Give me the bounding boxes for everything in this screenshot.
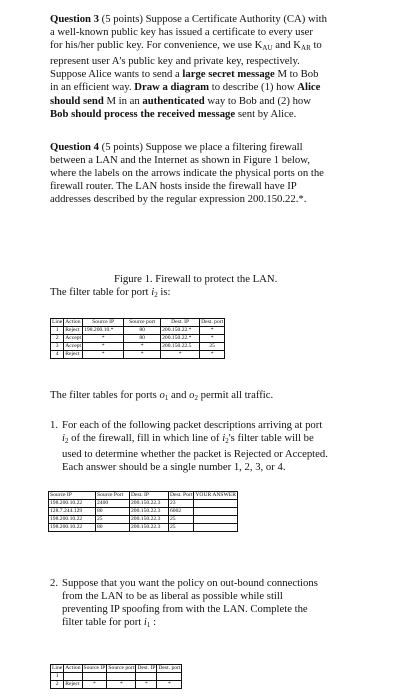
item2-port-sub: 1 <box>146 621 151 630</box>
table-cell: 198.200.10.* <box>83 327 124 335</box>
item-2-number: 2. <box>50 577 59 589</box>
ports-text-b: permit all traffic. <box>197 389 274 401</box>
filter-intro-text: The filter table for port <box>50 286 152 298</box>
item1-line2a: of the firewall, fill in which line of <box>68 432 223 445</box>
table-cell: * <box>83 351 124 359</box>
table-row <box>49 508 238 516</box>
answer-cell[interactable] <box>194 516 238 524</box>
q4-line5: addresses described by the regular expression 200.150.22.*. <box>50 193 307 206</box>
header-dest-port: Dest. Port <box>170 492 193 498</box>
q3-line6c: to describe (1) how <box>209 81 298 94</box>
fill-cell[interactable] <box>82 673 107 681</box>
q4-line3: where the labels on the arrows indicate the physical ports on the <box>50 167 324 180</box>
q3-line2: a well-known public key has issued a certificate to every user <box>50 26 313 39</box>
item2-port-i: i <box>143 616 147 629</box>
table-row <box>49 516 238 524</box>
item1-port-sub2: 2 <box>225 437 229 446</box>
item2-line3: preventing IP spoofing from with the LAN. Complete the <box>62 603 308 616</box>
q3-line1: Suppose a Certificate Authority (CA) with <box>145 13 327 25</box>
header-source-ip: Source IP <box>49 492 96 500</box>
fill-cell[interactable] <box>64 673 82 681</box>
item2-line1: Suppose that you want the policy on out-bound connections <box>62 577 318 589</box>
q3-line6d: Alice <box>297 81 321 94</box>
table-cell: 200.150.22.3 <box>130 516 169 524</box>
table-cell: 80 <box>96 524 130 532</box>
q3-line3c: to <box>313 39 322 52</box>
table-cell: Accept <box>65 335 82 341</box>
table-row <box>51 335 225 343</box>
answer-cell[interactable] <box>194 508 238 516</box>
header-action: Action <box>65 665 81 671</box>
table-row <box>51 327 225 335</box>
table-cell: * <box>200 327 225 335</box>
header-action: Action <box>64 319 83 327</box>
table-cell: 200.150.22.* <box>161 335 200 343</box>
header-source-ip: Source IP <box>83 319 124 327</box>
header-dest-port: Dest. port <box>158 665 181 671</box>
q3-line7d: way to Bob and (2) how <box>204 94 311 107</box>
table-cell: 80 <box>96 508 130 516</box>
question-4 <box>50 141 395 206</box>
table-cell: 3 <box>51 343 64 351</box>
table-cell: 25 <box>169 516 194 524</box>
table-cell: 128.7.244.129 <box>49 508 96 516</box>
item1-port-sub: 2 <box>64 437 69 446</box>
item1-line4: Each answer should be a single number 1, 2, 3, or 4. <box>62 461 286 474</box>
q3-line5a: Suppose Alice wants to send a <box>50 68 183 81</box>
ports-text-and: and <box>168 389 190 401</box>
header-source-port: Source Port <box>96 492 130 500</box>
q3-points: (5 points) <box>101 13 143 25</box>
q3-line7c: authenticated <box>142 94 205 107</box>
table-cell: 80 <box>124 335 161 343</box>
port-o2-sub: 2 <box>194 394 198 402</box>
q4-line4: firewall router. The LAN hosts inside the firewall have IP <box>50 180 297 193</box>
fill-cell[interactable] <box>136 673 157 681</box>
q3-line6a: in an efficient way. <box>50 81 135 94</box>
header-your-answer: YOUR ANSWER <box>195 492 236 498</box>
ports-text-a: The filter tables for ports <box>50 389 160 401</box>
filter-table-i1 <box>50 664 182 689</box>
port-o1-sub: 1 <box>164 394 169 402</box>
header-line: Line <box>52 665 63 671</box>
table-cell: * <box>124 343 161 351</box>
table-row <box>51 681 182 689</box>
packet-table <box>48 491 238 532</box>
q3-heading: Question 3 <box>50 13 99 25</box>
port-o2: o <box>189 389 195 401</box>
header-dest-ip: Dest. IP <box>161 319 200 327</box>
q3-line8b: sent by Alice. <box>235 107 297 120</box>
table-cell: 200.150.22.3 <box>130 524 169 532</box>
table-cell: * <box>157 681 182 689</box>
table-row <box>51 673 182 681</box>
item1-line3: used to determine whether the packet is Rejected or Accepted. <box>62 448 328 461</box>
table-cell: 2 <box>51 681 64 689</box>
table-cell: 200.150.22.3 <box>130 500 169 508</box>
q3-line7a: should send <box>50 94 104 107</box>
table-cell: 80 <box>124 327 161 335</box>
sub-ar: AR <box>301 44 311 53</box>
figure-caption: Figure 1. Firewall to protect the LAN. <box>114 273 278 285</box>
table-cell: 198.200.10.22 <box>49 500 96 508</box>
item1-line2b: 's filter table will be <box>228 432 314 445</box>
port-i-sub: 2 <box>154 291 158 299</box>
sub-au: AU <box>262 44 273 53</box>
table-cell: 1 <box>51 327 64 335</box>
filter-intro-end: is: <box>157 286 171 298</box>
table-cell: 198.200.10.22 <box>49 516 96 524</box>
q3-line7b: M in an <box>103 94 143 107</box>
item-1-number: 1. <box>50 419 59 431</box>
header-source-port: Source port <box>108 665 135 671</box>
table-cell: 23 <box>169 500 194 508</box>
q4-points: (5 points) <box>101 141 143 153</box>
table-cell: Reject <box>64 327 83 335</box>
answer-cell[interactable] <box>194 500 238 508</box>
header-source-ip: Source IP <box>83 665 106 671</box>
item2-line4a: filter table for port <box>62 616 144 629</box>
q3-line5b: large secret message <box>182 68 275 81</box>
item1-port-i2: i <box>222 432 226 445</box>
table-cell: * <box>82 681 107 689</box>
table-cell: Reject <box>64 351 83 359</box>
table-header-row <box>51 319 225 327</box>
table-cell: 6002 <box>169 508 194 516</box>
item1-line1: For each of the following packet descriptions arriving at port <box>62 419 323 431</box>
header-dest-ip: Dest. IP <box>137 665 156 671</box>
table-cell: 200.150.22.3 <box>130 508 169 516</box>
table-cell: 2 <box>51 335 64 343</box>
q4-line1: Suppose we place a filtering firewall <box>145 141 303 153</box>
table-cell: Reject <box>64 681 82 689</box>
table-cell: 198.200.10.22 <box>49 524 96 532</box>
item2-line2: from the LAN to be as liberal as possible while still <box>62 590 283 603</box>
table-cell: 200.150.22.* <box>161 327 200 335</box>
table-cell: 200.150.22.5 <box>161 343 200 351</box>
header-source-port: Source port <box>124 319 161 327</box>
table-cell: * <box>124 351 161 359</box>
q3-line3b: and K <box>275 39 302 52</box>
answer-cell[interactable] <box>194 524 238 532</box>
ports-text <box>50 389 273 405</box>
table-cell: 25 <box>96 516 130 524</box>
table-cell: * <box>136 681 157 689</box>
q3-line6b: Draw a diagram <box>134 81 210 94</box>
fill-cell[interactable] <box>107 673 136 681</box>
header-dest-port: Dest. port <box>201 319 224 325</box>
table-cell: * <box>107 681 136 689</box>
table-cell: * <box>200 335 225 343</box>
table-cell: * <box>83 335 124 343</box>
filter-table-i2 <box>50 318 225 359</box>
header-dest-ip: Dest. IP <box>130 492 169 500</box>
item-2-text <box>62 577 402 632</box>
table-row <box>51 343 225 351</box>
table-cell: 4 <box>51 351 64 359</box>
header-line: Line <box>52 319 63 325</box>
q3-line4: represent user A's public key and private key, respectively. <box>50 55 300 68</box>
table-cell: 2400 <box>96 500 130 508</box>
q3-line3a: for his/her public key. For convenience, we use K <box>50 39 263 52</box>
q4-heading: Question 4 <box>50 141 99 153</box>
item1-port-i: i <box>62 432 65 445</box>
fill-cell[interactable] <box>157 673 182 681</box>
table-cell: * <box>161 351 200 359</box>
item2-line4b: : <box>150 616 157 629</box>
table-row <box>49 500 238 508</box>
port-i: i <box>151 286 155 298</box>
table-cell: * <box>200 351 225 359</box>
q3-line5c: M to Bob <box>274 68 319 81</box>
filter-intro <box>50 286 170 302</box>
table-cell: Accept <box>65 343 82 349</box>
table-cell: * <box>83 343 124 351</box>
q3-line8a: Bob should process the received message <box>50 107 236 120</box>
item-1-text <box>62 419 402 474</box>
question-3 <box>50 13 395 121</box>
table-cell: 25 <box>169 524 194 532</box>
table-cell: 1 <box>51 673 64 681</box>
table-row <box>49 524 238 532</box>
table-row <box>51 351 225 359</box>
table-header-row <box>49 492 238 500</box>
table-header-row <box>51 665 182 673</box>
q4-line2: between a LAN and the Internet as shown in Figure 1 below, <box>50 154 310 167</box>
port-o1: o <box>159 389 165 401</box>
table-cell: 25 <box>200 343 225 351</box>
